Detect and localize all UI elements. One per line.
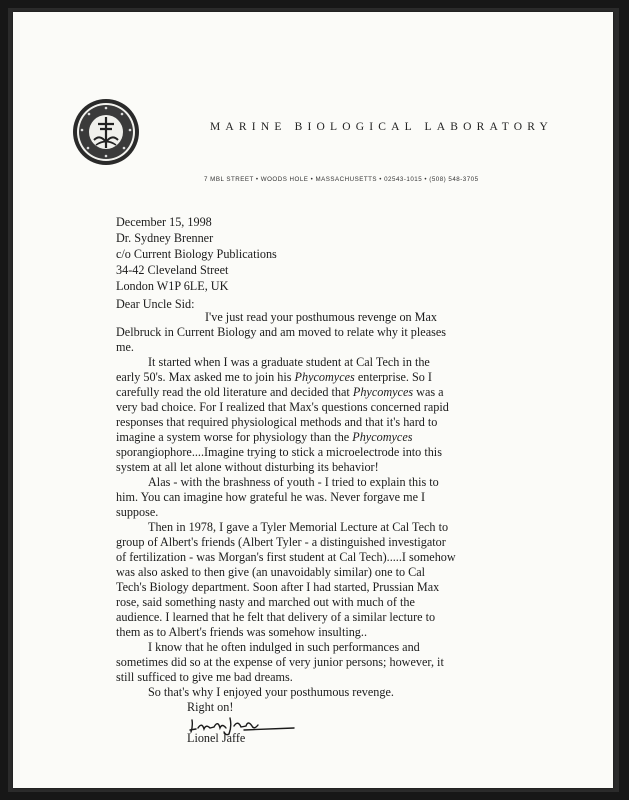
body-line: audience. I learned that he felt that delivery of a similar lecture to bbox=[116, 610, 436, 624]
body-line: Delbruck in Current Biology and am moved to relate why it pleases bbox=[116, 325, 446, 339]
letterhead-address: 7 MBL STREET • WOODS HOLE • MASSACHUSETTS • 02543-1015 • (508) 548-3705 bbox=[204, 176, 479, 183]
species-name: Phycomyces bbox=[294, 370, 355, 384]
recipient-line: c/o Current Biology Publications bbox=[116, 247, 277, 261]
body-line: Tech's Biology department. Soon after I had started, Prussian Max bbox=[116, 580, 440, 594]
recipient-line: Dr. Sydney Brenner bbox=[116, 231, 214, 245]
body-line: system at all let alone without disturbing its behavior! bbox=[116, 460, 379, 474]
body-line: I've just read your posthumous revenge on Max bbox=[205, 310, 438, 324]
body-line: Alas - with the brashness of youth - I tried to explain this to bbox=[148, 475, 439, 489]
body-line: Then in 1978, I gave a Tyler Memorial Lecture at Cal Tech to bbox=[148, 520, 449, 534]
recipient-line: London W1P 6LE, UK bbox=[116, 279, 229, 293]
species-name: Phycomyces bbox=[352, 430, 413, 444]
body-line: him. You can imagine how grateful he was. Never forgave me I bbox=[116, 490, 426, 504]
species-name: Phycomyces bbox=[352, 385, 414, 399]
body-line: It started when I was a graduate student at Cal Tech in the bbox=[148, 355, 430, 369]
body-line: still sufficed to give me bad dreams. bbox=[116, 670, 293, 684]
body-line: rose, said something nasty and marched out with much of the bbox=[116, 595, 415, 609]
body-line: imagine a system worse for physiology than the Phycomyces bbox=[116, 430, 413, 444]
body-line: early 50's. Max asked me to join his Phycomyces enterprise. So I bbox=[116, 370, 432, 384]
letterhead-title: MARINE BIOLOGICAL LABORATORY bbox=[210, 121, 554, 133]
body-line: group of Albert's friends (Albert Tyler - a distinguished investigator bbox=[116, 535, 446, 549]
body-line: very bad choice. For I realized that Max's questions concerned rapid bbox=[116, 400, 449, 414]
body-line: of fertilization - was Morgan's first student at Cal Tech).....I somehow bbox=[116, 550, 456, 564]
signature-name: Lionel Jaffe bbox=[187, 731, 246, 745]
body-line: responses that required physiological methods and that it's hard to bbox=[116, 415, 438, 429]
body-line: suppose. bbox=[116, 505, 159, 519]
body-line: me. bbox=[116, 340, 134, 354]
body-line: them as to Albert's friends was somehow insulting.. bbox=[116, 625, 367, 639]
body-line: carefully read the old literature and decided that Phycomyces was a bbox=[116, 385, 444, 399]
mbl-seal-logo bbox=[72, 98, 140, 166]
letter-date: December 15, 1998 bbox=[116, 215, 212, 229]
recipient-line: 34-42 Cleveland Street bbox=[116, 263, 229, 277]
body-line: So that's why I enjoyed your posthumous revenge. bbox=[148, 685, 394, 699]
closing: Right on! bbox=[187, 700, 234, 714]
salutation: Dear Uncle Sid: bbox=[116, 297, 195, 311]
body-line: was also asked to then give (an unavoidably similar) one to Cal bbox=[116, 565, 426, 579]
body-line: I know that he often indulged in such performances and bbox=[148, 640, 420, 654]
body-line: sometimes did so at the expense of very junior persons; however, it bbox=[116, 655, 444, 669]
body-line: sporangiophore....Imagine trying to stick a microelectrode into this bbox=[116, 445, 442, 459]
